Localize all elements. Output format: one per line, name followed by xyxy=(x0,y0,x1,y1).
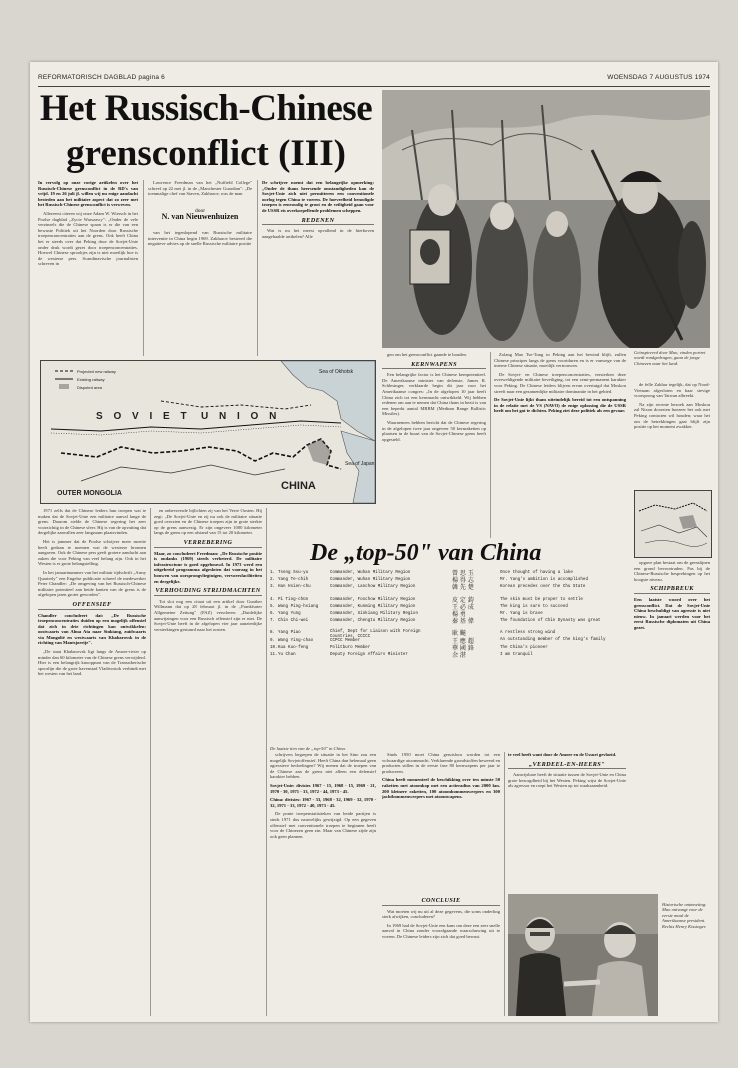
article-column-11 xyxy=(382,752,500,892)
masthead-bar xyxy=(38,72,710,87)
article-column-1 xyxy=(38,180,138,356)
table-row: 4. Pi Ting-chün Commander, Foochow Military Region 皮 定 鈞 The skin must be proper to settle xyxy=(270,596,583,604)
paragraph: Sovjet-Unie: divisies 1967 - 15, 1968 - 15, 1969 - 21, 1970 - 30, 1971 - 33, 1972 - 44, 1973 - 45. xyxy=(270,782,376,794)
paragraph: opgave plan bestaat om de grenslijnen een grond bevoortraden. Pas bij de Chinese-Russische besprekingen op het hoogste niveau. xyxy=(634,560,710,582)
article-column-6 xyxy=(270,752,376,1016)
subhead-offensief: OFFENSIEF xyxy=(38,602,146,610)
paragraph: schrijvers begrepen de situatie in het Sino zou een mogelijk Sovjetoffensief. Heeft China dan helemaal geen agressieve bedoelingen? Wij menen dat de troepen van de Chinese aan de grens niet alleen een defensief karakter hebben. xyxy=(270,752,376,780)
subhead-conclusie: CONCLUSIE xyxy=(382,898,500,906)
table-row: 3. Han Hsien-chu Commander, Lanchow Military Region 韓 先 楚 Korean precedes over the Chu State xyxy=(270,584,586,592)
paragraph: Lawrence Freedman van het „Nuffield College" schreef op 22 mei jl. in de „Manchester Guardian": „De toenmalige chef van Staven, Zakharov, was de man xyxy=(148,180,252,197)
map-label-sea-okhotsk: Sea of Okhotsk xyxy=(319,369,354,375)
table-row: 8. Yang Piao Chief, Dept for Liaison with Foreign Countries, CCCCC 耿 飈 A restless strong wind xyxy=(270,630,556,639)
article-column-5 xyxy=(154,508,262,1016)
paragraph: Wat is nu het meest opvallend in de hierboven aangehaalde artikelen? Alle xyxy=(262,228,374,239)
subhead-verrebering: VERREBERING xyxy=(154,540,262,548)
paragraph: De schrijver noemt dat een belangrijke opmerking: „Onder de thans heersende omstandigheden kan de Sovjet-Unie zich niet permitteren een conventionele oorlog tegen China te voeren. De hoeveelheid benodigde troepen is eenvoudig te groot en de veiligheid gaan voor de USSR eis overkoepellende problemen scheppen. xyxy=(262,180,374,213)
paragraph: De Sovjet-Unie lijkt thans uiteindelijk bereid tot een ontspanning in de relatie met de VS (NAVO) de enige oplossing die de USSR heeft om het gat te dichten. Peking ziet deze politiek als een gevaar. xyxy=(494,397,626,414)
headline-line-1: Het Russisch-Chinese xyxy=(39,88,373,129)
top50-table xyxy=(270,570,626,745)
column-rule xyxy=(490,352,491,538)
paragraph: Allereerst citeren wij onze Adam W. Wiersch in het Poolse dagblad „Zycie Warszawy": „Onder de vele verzinsels die de Chinese spaan is er die van een bewuste Politiek uit het Noorden door Russische troepenconcentraties aan de grens. Ook heeft China het er steeds over dat Peking door de Sovjet-Unie onder druk wordt gezet door troepenconcentraties. Hoewel Chinese sprookjes zijn is niet moeilijk hoe is de westerse pers. Scandinavische journalisten schreven in xyxy=(38,210,138,267)
paragraph: De Sovjet- en Chinese troepenconcentraties, versterken deze overweldigende militaire beveiliging, tot een semi-permanent karakter voor Peking. De Chinese leiders blijven ervan overtuigd dat Moskou streeft naar een gezamenlijke militaire dominantie in het gebied. xyxy=(494,371,626,394)
table-row: 10. Kua Kuo-feng Politburo Member 華 國 鋒 The China's pioneer xyxy=(270,644,548,652)
column-rule xyxy=(257,180,258,356)
column-rule xyxy=(143,180,144,356)
table-row: 11. Yu Chan Deputy Foreign Affairs Minister 余 湛 I am tranquil xyxy=(270,651,533,659)
map-label-outer-mongolia: OUTER MONGOLIA xyxy=(57,490,122,497)
subhead-redenen: REDENEN xyxy=(262,218,374,226)
paper-name: REFORMATORISCH DAGBLAD pagina 6 xyxy=(38,74,165,81)
headline-line-2: grensconflict (III) xyxy=(66,133,346,174)
map-label-china: CHINA xyxy=(281,480,316,492)
border-map xyxy=(40,360,376,504)
paragraph: Na zijn recente bezoek aan Moskou zal Nixon doorzien hoezeer het ook met Peking contacten wil houden; waar het om de betrekkingen gaat blijft zijn positie op het moment zwakker. xyxy=(634,401,710,430)
byline-prefix: door xyxy=(194,207,206,214)
newspaper-page xyxy=(30,62,718,1022)
table-row: 2. Yang Te-chih Commander, Wuhan Military Region 楊 得 志 Mr. Yang's ambition is accomplished xyxy=(270,577,588,585)
subhead-kernwapens: KERNWAPENS xyxy=(382,362,486,370)
subhead-verdeel: „VERDEEL-EN-HEERS" xyxy=(508,762,626,770)
byline xyxy=(148,209,252,220)
map-drawing xyxy=(41,361,375,503)
table-row: 9. Wang Ying-chao CCPCC Member 王 應 超 An outstanding member of the king's family xyxy=(270,637,606,645)
photo-image xyxy=(382,90,710,348)
paragraph: In 1969 had de Sovjet-Unie een kans om deze een zeer snelle aanval in China zonder voorafgaande waarschuwing uit te voeren. De Chinese leiders zijn zich dat goed bewust. xyxy=(382,922,500,939)
paragraph: Chandler concludeert dat: „De Russische troepenconcentraties duiden op een mogelijk offensief dat zich in drie richtingen kan ontwikkelen: oostwaarts van Alma Ata naar Sinkiang, zuidwaarts via Mongolië en westwaarts van Khabarovsk in de richting van Mantsjoerije". xyxy=(38,612,146,646)
paragraph: „De staat Khabarovsk ligt langs de Amoer-rivier op minder dan 60 kilometer van de Chinese grens verwijderd. Hier is een belangrijk knooppunt van de Transsiberische spoorlijn die de grote havenstad Vladivostok verbindt met het westen van het land. xyxy=(38,649,146,677)
legend-label-1: Projected new railway xyxy=(77,369,116,374)
paragraph: Aanwijsbare heeft de situatie tussen de Sovjet-Unie en China grote bezorgdheid bij het Westen. Peking wijst de Sovjet-Unie als agressor en roept het Westen op tot waakzaamheid. xyxy=(508,772,626,789)
photo-bottom-caption: Historische ontmoeting: Mao ontvangt voor de eerste maal de Amerikaanse president. Rechts Henry Kissinger. xyxy=(662,902,707,929)
article-lead: In vervolg op onze vorige artikelen over het Russisch-Chinese grensconflict in de RD's van vrijd. 19 en 26 juli jl. willen wij nu enige aandacht besteden aan het militaire aspect dat zo zeer met het Russisch-Chinese grensconflict is verweven. xyxy=(38,180,138,208)
table-row: 7. Chin Chi-wei Commander, Chengtu Military Region 秦 基 偉 The foundation of Chin Dynasty was great xyxy=(270,618,601,626)
legend-label-3: Disputed area xyxy=(77,385,102,390)
subhead-schipbreuk: SCHIPBREUK xyxy=(634,586,710,594)
article-column-3 xyxy=(262,180,374,356)
article-column-2 xyxy=(148,180,252,356)
paragraph: Een belangrijke factor is het Chinese kernpotentieel. De Amerikaanse minister van defensie, James R. Schlesinger, verklaarde begin dit jaar voor het Amerikaanse congres: „In de afgelopen 10 jaar heeft China zich tot een kernmacht ontwikkeld. Wij hebben redenen om aan te nemen dat China thans in bezit is van een beperkt aantal MRBM (Medium Range Ballistic Missiles). xyxy=(382,372,486,417)
table-row: 5. Wang Ping-hsiang Commander, Kunming Military Region 王 必 成 The king is sure to succeed xyxy=(270,603,568,611)
photo-marching-youth xyxy=(382,90,710,348)
paragraph: en onbevreesde bijlichten zij van het Verre Oosten. Hij zegt: „De Sovjet-Unie en zij nu ook de militaire situatie goed overzien en de Chinese troepen zijn in grote sterkte op de grens aanwezig. Er zijn ongeveer 1000 kilometer langs de grens op een afstand van 15 tot 20 kilometer. xyxy=(154,508,262,536)
paragraph: Tot slot nog een citaat uit een artikel door Gunther Willmann dat op 28 februari jl. in de „Frankfurter Allgemeine Zeitung" (FAZ) verscheen: „Duidelijke aanwijzingen voor een Russisch offensief zijn er niet. De Sovjet-Unie heeft in de afgelopen vier jaar aanzienlijke versterkingen gestuurd naar het oosten. xyxy=(154,598,262,632)
paragraph: te veel heeft want door de Amoer en de Ussuri gevloeid. xyxy=(508,752,617,757)
inset-map-drawing xyxy=(635,491,711,557)
map-label-soviet: S O V I E T xyxy=(96,411,191,422)
table-row: 6. Yang Yung Commander, Sinkiang Military Region 楊 勇 Mr. Yang is brave xyxy=(270,610,543,618)
paragraph: Maar, zo concludeert Freedman: „De Russische positie is ondanks (1969) steeds verbeterd. De militaire infrastructuur is goed opgebouwd. In 1973 werd een uitgebreid programma afgesloten dat voorzag in het bouwen van oorsprongvliegtuigen, vervoersfaciliteiten en dergelijke. xyxy=(154,550,262,584)
paragraph: Het is jammer dat de Poolse schrijver meer moeite heeft gedaan te noemen wat de westerse bronnen aangaven. Ook de Chinese pers geeft grotere aandacht aan zaken die voor Peking van veel belang zijn. Ook in het Westen is er grote belangstelling. xyxy=(38,538,146,567)
legend-label-2: Existing railway xyxy=(77,377,105,382)
paragraph: Zolang Mao Tse-Tung in Peking aan het bewind blijft, zullen Chinese principes langs de grens voortduren en is er vanwege van de interne Chinese situatie, moeilijk vertrouwen. xyxy=(494,352,626,369)
photo-image xyxy=(508,894,658,1016)
paragraph: Waarnemers hebben bericht dat de Chinese regering in de afgelopen twee jaar ongeveer 50 kernraketten op plaatsen in de buurt van de Sovjet-Chinese grens heeft opgesteld. xyxy=(382,419,486,442)
paragraph: de felle Zakhar tegelijk, dat op Nood-Vietnam afgesloten en haar stevige voorsprong van Taiwan afbreekt. xyxy=(634,382,710,399)
paragraph: Sinds 1950 moet China geruisloos worden tot een volwaardige atoommacht. Verklarende grondstoffen beweerd en producten stillen in de eerste fase 80 kernwapens per jaar te produceren. xyxy=(382,752,500,774)
article-column-12 xyxy=(508,752,626,892)
byline-author: N. van Nieuwenhuizen xyxy=(161,212,239,222)
column-rule xyxy=(150,508,151,1016)
article-column-4 xyxy=(38,508,146,1016)
map-label-union: U N I O N xyxy=(201,411,281,422)
subhead-strijdmachten: VERHOUDING STRIJDMACHTEN xyxy=(155,587,261,595)
article-column-8 xyxy=(494,352,626,538)
article-column-9 xyxy=(634,382,710,486)
top50-caption: De laatste tien van de „top-50" in China. xyxy=(270,746,346,751)
paragraph: China: divisies: 1967 - 33, 1968 - 32, 1969 - 32, 1970 - 32, 1971 - 33, 1972 - 40, 1973 - 45. xyxy=(270,797,376,808)
paragraph: Wat moeten wij nu uit al deze gegevens, die soms onderling sterk afwijken, concluderen? xyxy=(382,908,500,920)
paragraph: China heeft momenteel de beschikking over ten minste 50 raketten met atoomkop met een actieradius van 2000 km. 200 kleinere raketten, 100 atoombommenwerpers en 300 jachtbommenwerpers met atoomwapens. xyxy=(382,777,500,800)
inset-map xyxy=(634,490,712,558)
column-rule xyxy=(266,508,267,1016)
paragraph: In het januarinummer van het militair tijdschrift „Army Quarterly" een Engelse publicatie schreef de medewerker Peter Chandler: „De omgeving van het Russisch-Chinese militaire potentieel aan beide kanten van de grens is de afgelopen jaren groter geworden". xyxy=(38,569,146,598)
column-rule xyxy=(504,752,505,1016)
issue-date: WOENSDAG 7 AUGUSTUS 1974 xyxy=(607,74,710,81)
article-column-13 xyxy=(382,894,500,1016)
map-label-sea-japan: Sea of Japan xyxy=(345,461,375,467)
paragraph: Een laatste woord over het grensconflict. Dat de Sovjet-Unie China beschuldigt van agressie is niet nieuw. In januari werden voor het eerst Russische diplomaten uit China gezet. xyxy=(634,596,710,630)
paragraph: De ponte troepenstatistieken van beide partijen is sinds 1971 dus nauwelijks gewijzigd. Op een gegeven offensief met conventionele troepen te beginnen heeft voor de Chinezen geen zin. Maar van Chinese zijde zijn ook geen plannen. xyxy=(270,811,376,839)
table-row: 1. Tseng Ssu-yu Commander, Wuhan Military Region 曾 思 玉 Once thought of having a lake xyxy=(270,570,573,577)
headline xyxy=(38,90,374,172)
paragraph: van het tegenlopend van Russische militaire interventie in China begin 1969. Zakharov bestreed die negatieve advies op de snelle Russische militaire positie xyxy=(148,229,252,247)
photo-top-caption: Geïnspireerd door Mao, vinden portret wordt rondgedragen, gaan de jonge Chinezen naar het land. xyxy=(634,350,706,366)
photo-mao-meeting xyxy=(508,894,658,1016)
top50-title: De „top-50" van China xyxy=(310,540,542,566)
paragraph: 1971 zelfs dat de Chinese leiders hun troepen wat te maken dat de Sovjet-Unie een militaire aanval lange de grens. Daarom stelde de Chinese regering het zeer voorzichtig in de Chinese sfeer. Hij is van de opvatting dat dergelijke aanvallen zeer langzaam plaatsvinden. xyxy=(38,508,146,536)
article-column-7 xyxy=(382,352,486,538)
paragraph: gen om het grensconflict gaande te houden. xyxy=(387,352,467,357)
